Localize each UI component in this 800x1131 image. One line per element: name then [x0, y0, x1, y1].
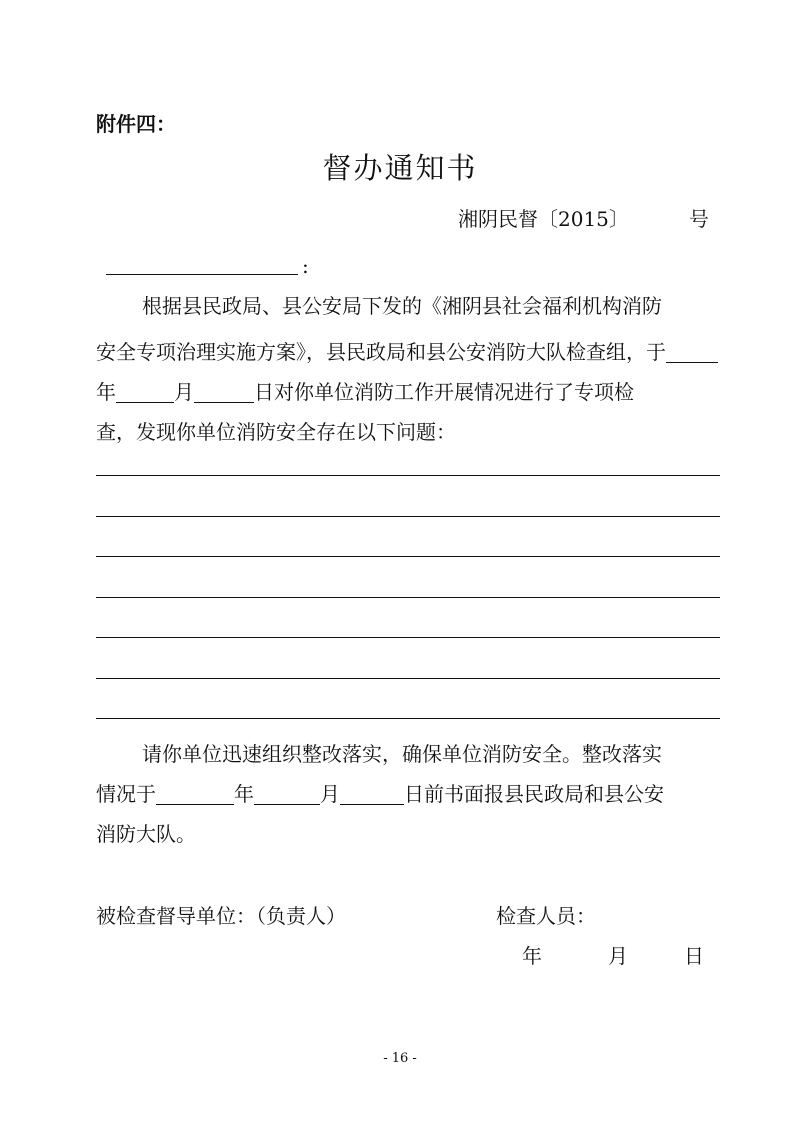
document-number: [458, 203, 709, 232]
inspection-year-blank[interactable]: [116, 382, 174, 403]
document-title: 督办通知书: [322, 151, 478, 185]
closing-line-2-start: 情况于: [96, 782, 156, 806]
recipient-colon: :: [302, 254, 309, 278]
body-line-3: [96, 376, 634, 405]
page-number: - 16 -: [383, 1051, 417, 1066]
signature-day-label: 日: [684, 944, 704, 968]
deadline-year-blank[interactable]: [156, 784, 234, 805]
body-line-1: 根据县民政局、县公安局下发的《湘阴县社会福利机构消防: [142, 294, 662, 318]
problem-line[interactable]: [96, 556, 720, 557]
year-label: 年: [96, 380, 116, 404]
problem-line[interactable]: [96, 637, 720, 638]
deadline-month-label: 月: [320, 782, 340, 806]
month-label: 月: [174, 380, 194, 404]
problem-line[interactable]: [96, 516, 720, 517]
deadline-day-blank[interactable]: [340, 784, 404, 805]
body-line-3-text: 日对你单位消防工作开展情况进行了专项检: [254, 380, 634, 404]
attachment-label: 附件四：: [96, 112, 176, 136]
inspection-start-blank[interactable]: [666, 342, 718, 363]
inspected-unit-label: 被检查督导单位：（负责人）: [96, 904, 346, 928]
inspection-month-blank[interactable]: [194, 382, 254, 403]
closing-line-3: 消防大队。: [96, 822, 196, 846]
closing-line-2-text: 日前书面报县民政局和县公安: [404, 782, 664, 806]
signature-month-label: 月: [608, 944, 628, 968]
body-line-4: 查，发现你单位消防安全存在以下问题：: [96, 420, 456, 444]
problem-line[interactable]: [96, 678, 720, 679]
body-line-2-text: 安全专项治理实施方案》，县民政局和县公安消防大队检查组，于: [96, 340, 666, 364]
body-line-2: [96, 336, 718, 365]
problem-line[interactable]: [96, 597, 720, 598]
deadline-month-blank[interactable]: [254, 784, 320, 805]
inspector-label: 检查人员：: [496, 904, 596, 928]
recipient-blank[interactable]: [106, 274, 298, 275]
closing-line-1: 请你单位迅速组织整改落实，确保单位消防安全。整改落实: [142, 742, 662, 766]
deadline-year-label: 年: [234, 782, 254, 806]
closing-line-2: [96, 778, 664, 807]
document-number-suffix: 号: [688, 207, 709, 231]
document-number-prefix: 湘阴民督〔2015〕: [458, 207, 629, 231]
problem-line[interactable]: [96, 475, 720, 476]
signature-year-label: 年: [522, 944, 542, 968]
problem-line[interactable]: [96, 718, 720, 719]
